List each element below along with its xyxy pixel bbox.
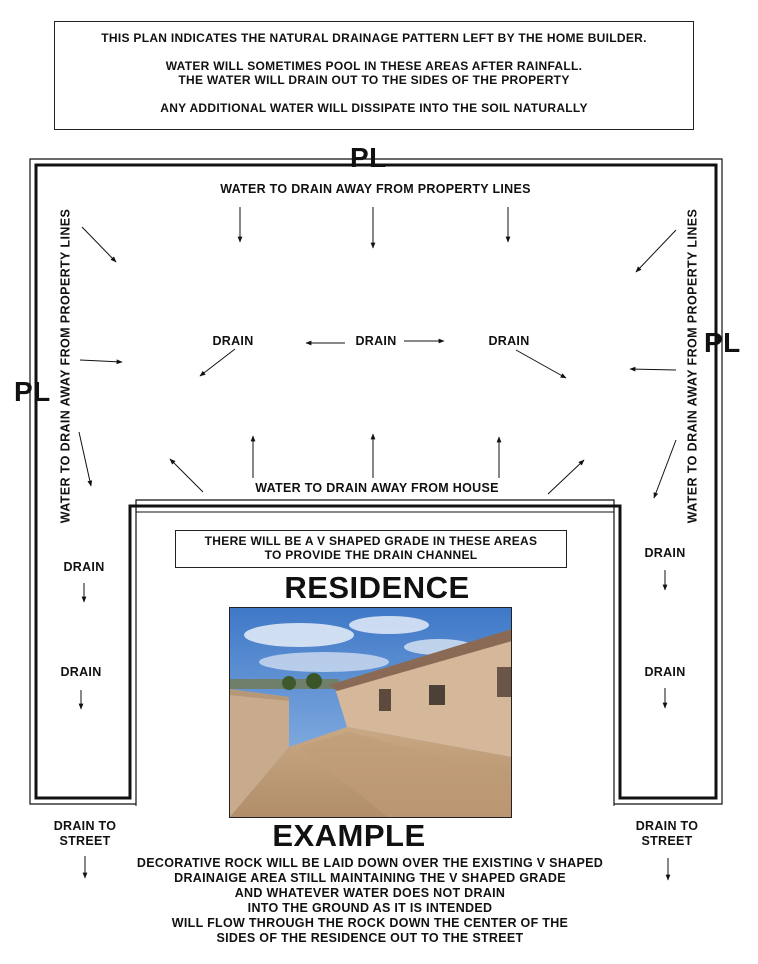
street-left-line: STREET xyxy=(59,834,111,848)
bottom-note-line: DECORATIVE ROCK WILL BE LAID DOWN OVER THE EXISTING V SHAPED xyxy=(136,856,604,870)
label-drain-center: DRAIN xyxy=(355,334,397,348)
example-title: EXAMPLE xyxy=(272,818,426,853)
label-side-drain-right-2: DRAIN xyxy=(644,665,686,679)
label-drain-away-property-top: WATER TO DRAIN AWAY FROM PROPERTY LINES xyxy=(220,182,531,196)
intro-note-line: ANY ADDITIONAL WATER WILL DISSIPATE INTO THE SOIL NATURALLY xyxy=(160,101,588,115)
label-side-drain-left-2: DRAIN xyxy=(60,665,102,679)
label-drain-left: DRAIN xyxy=(212,334,254,348)
example-photo-frame xyxy=(229,607,512,818)
bottom-note-line: SIDES OF THE RESIDENCE OUT TO THE STREET xyxy=(216,931,524,945)
property-line-label-right: PL xyxy=(704,327,741,358)
bottom-note xyxy=(100,856,640,946)
street-right-line: DRAIN TO xyxy=(635,819,699,833)
label-drain-right: DRAIN xyxy=(488,334,530,348)
label-drain-away-property-left: WATER TO DRAIN AWAY FROM PROPERTY LINES xyxy=(58,208,73,524)
property-line-label-left: PL xyxy=(14,376,51,407)
bottom-note-line: INTO THE GROUND AS IT IS INTENDED xyxy=(247,901,493,915)
street-right-line: STREET xyxy=(641,834,693,848)
v-grade-note-box xyxy=(175,530,567,568)
intro-note-line: THIS PLAN INDICATES THE NATURAL DRAINAGE PATTERN LEFT BY THE HOME BUILDER. xyxy=(101,31,647,45)
bottom-note-line: DRAINAIGE AREA STILL MAINTAINING THE V SHAPED GRADE xyxy=(174,871,566,885)
street-left-line: DRAIN TO xyxy=(53,819,117,833)
label-drain-away-property-right: WATER TO DRAIN AWAY FROM PROPERTY LINES xyxy=(685,208,700,524)
residence-title: RESIDENCE xyxy=(284,570,470,605)
intro-note-line: THE WATER WILL DRAIN OUT TO THE SIDES OF THE PROPERTY xyxy=(178,73,570,87)
label-drain-to-street-right xyxy=(622,819,712,849)
label-drain-to-street-left xyxy=(40,819,130,849)
bottom-note-line: AND WHATEVER WATER DOES NOT DRAIN xyxy=(234,886,506,900)
label-side-drain-right-1: DRAIN xyxy=(644,546,686,560)
label-side-drain-left-1: DRAIN xyxy=(63,560,105,574)
intro-note-line: WATER WILL SOMETIMES POOL IN THESE AREAS AFTER RAINFALL. xyxy=(165,59,583,73)
property-line-label-top: PL xyxy=(350,142,387,173)
bottom-note-line: WILL FLOW THROUGH THE ROCK DOWN THE CENTER OF THE xyxy=(171,916,569,930)
label-drain-away-house: WATER TO DRAIN AWAY FROM HOUSE xyxy=(255,481,499,495)
v-grade-note-line: TO PROVIDE THE DRAIN CHANNEL xyxy=(264,548,478,562)
v-grade-note-line: THERE WILL BE A V SHAPED GRADE IN THESE AREAS xyxy=(204,534,538,548)
